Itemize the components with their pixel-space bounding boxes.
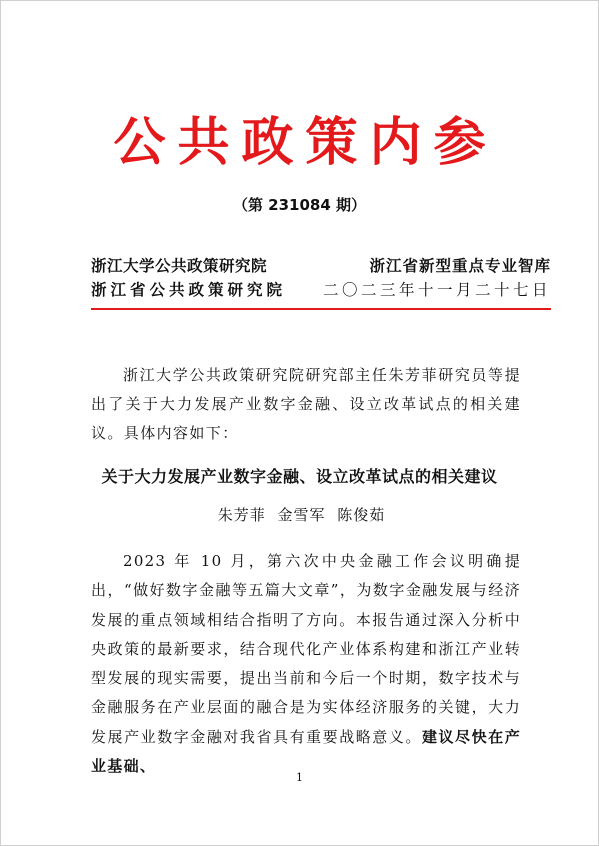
- authors-line: [0, 504, 599, 526]
- body-paragraph-text: 2023 年 10 月，第六次中央金融工作会议明确提出，“做好数字金融等五篇大文章”，为数字金融发展与经济发展的重点领域相结合指明了方向。本报告通过深入分析中央政策的最新要求，结合现代化产业体系构建和浙江产业转型发展的现实需要，提出当前和今后一个时期，数字技术与金融服务在产业层面的融合是为实体经济服务的关键，大力发展产业数字金融对我省具有重要战略意义。: [91, 552, 521, 746]
- masthead-title: 公共政策内参: [113, 113, 498, 173]
- author-name: 金雪军: [277, 506, 326, 524]
- header-divider: [91, 308, 551, 310]
- think-tank-name: 浙江省新型重点专业智库: [369, 256, 551, 275]
- issue-date: 二〇二三年十一月二十七日: [322, 281, 551, 299]
- intro-paragraph: 浙江大学公共政策研究院研究部主任朱芳菲研究员等提出了关于大力发展产业数字金融、设立改革试点的相关建议。具体内容如下：: [91, 366, 521, 442]
- body-paragraph: [91, 547, 521, 781]
- page-number: 1: [296, 771, 303, 784]
- provincial-institute-name: 浙江省公共政策研究院: [91, 280, 287, 299]
- institute-name: 浙江大学公共政策研究院: [91, 256, 268, 275]
- author-name: 朱芳菲: [217, 506, 266, 524]
- report-title: 关于大力发展产业数字金融、设立改革试点的相关建议: [101, 467, 498, 486]
- header-row-1: [91, 254, 551, 278]
- body-paragraph-emphasis: 建议尽快在产业基础、: [91, 727, 521, 776]
- issue-number: （第 231084 期）: [232, 196, 367, 214]
- header-row-2: [91, 278, 551, 302]
- author-name: 陈俊茹: [337, 506, 386, 524]
